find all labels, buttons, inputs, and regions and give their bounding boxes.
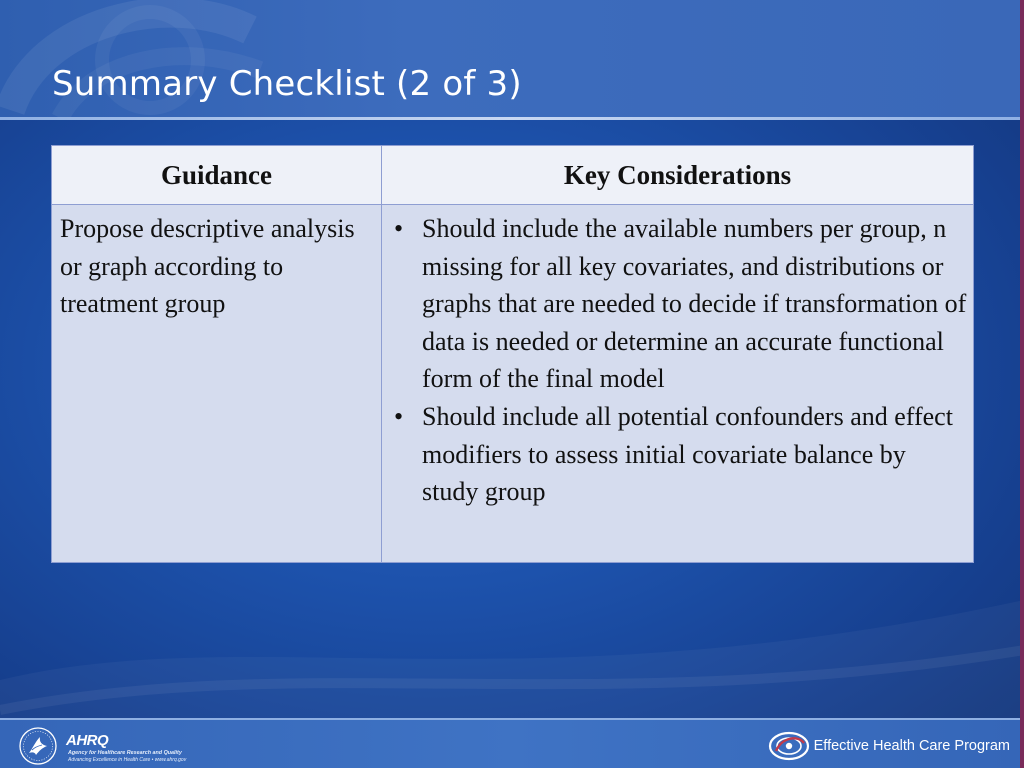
ahrq-logo	[66, 732, 206, 766]
page-title: Summary Checklist (2 of 3)	[52, 64, 522, 104]
ehc-program-logo	[768, 728, 1010, 764]
considerations-list	[392, 210, 967, 511]
header-divider	[0, 117, 1024, 120]
consideration-item: • Should include all potential confounders and effect modifiers to assess initial covariate balance by study group	[422, 398, 967, 511]
summary-checklist-table	[51, 145, 974, 563]
slide-footer	[0, 718, 1024, 768]
consideration-item: • Should include the available numbers per group, n missing for all key covariates, and distributions or graphs that are needed to decide if transformation of data is needed or determine an accurate functional form of the final model	[422, 210, 967, 398]
slide-header	[0, 0, 1024, 118]
background-wave-decoration	[0, 560, 1024, 720]
column-header-key-considerations: Key Considerations	[382, 146, 974, 205]
hhs-eagle-icon	[18, 726, 58, 766]
table-header-row	[52, 146, 974, 205]
key-considerations-cell	[382, 205, 974, 563]
slide-right-edge	[1020, 0, 1024, 768]
ahrq-wordmark: AHRQ	[66, 732, 109, 749]
ahrq-agency-name: Agency for Healthcare Research and Quality	[68, 750, 182, 756]
ahrq-tagline: Advancing Excellence in Health Care • www.ahrq.gov	[68, 757, 187, 763]
table-row	[52, 205, 974, 563]
guidance-cell: Propose descriptive analysis or graph according to treatment group	[52, 205, 382, 563]
ehc-swirl-icon	[768, 729, 810, 763]
ehc-program-name: Effective Health Care Program	[813, 738, 1010, 754]
column-header-guidance: Guidance	[52, 146, 382, 205]
